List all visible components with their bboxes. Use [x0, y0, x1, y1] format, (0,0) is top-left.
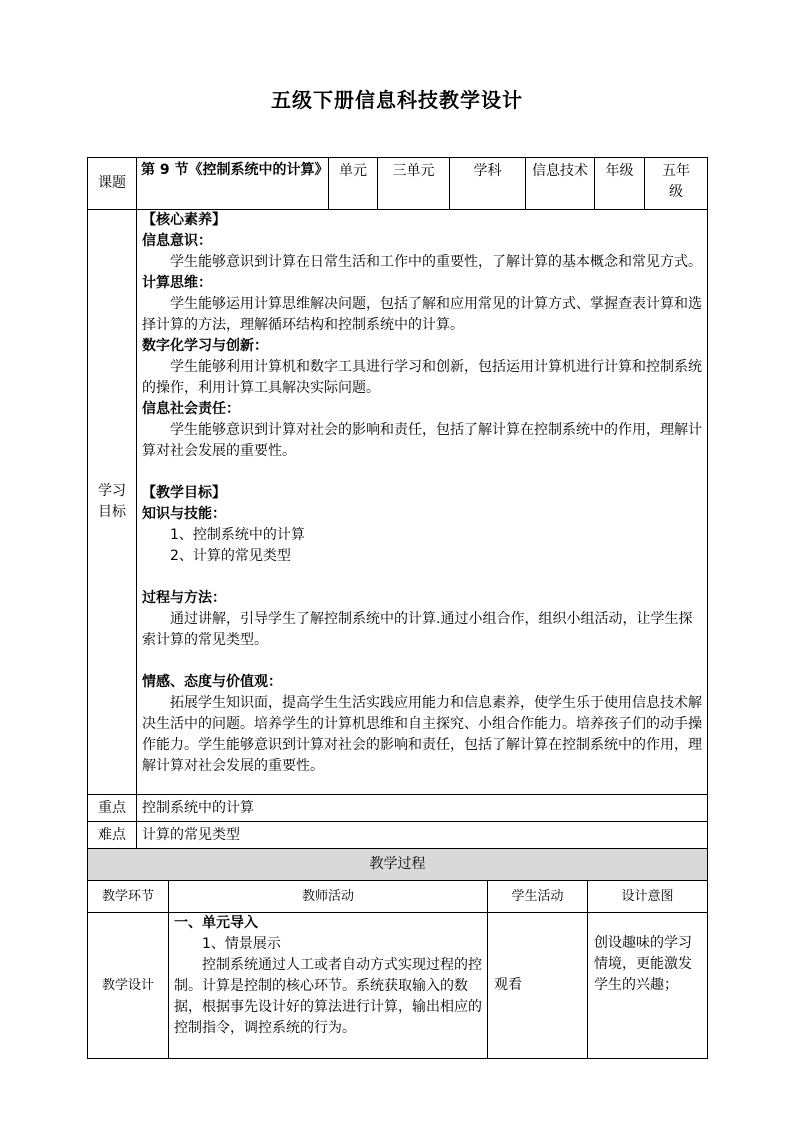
- core-title-thinking: 计算思维：: [142, 275, 212, 291]
- subject-value: 信息技术: [526, 158, 595, 210]
- emotion-text: 拓展学生知识面，提高学生生活实践应用能力和信息素养，使学生乐于使用信息技术解决生活中的问题。培养学生的计算机思维和自主探究、小组合作能力。培养孩子们的动手操作能力。学生能够意识到计算对社会的影响和责任，包括了解计算在控制系统中的作用，理解计算对社会发展的重要性。: [142, 695, 702, 774]
- difficulty-value: 计算的常见类型: [137, 822, 708, 849]
- emotion-title: 情感、态度与价值观：: [142, 674, 282, 690]
- stage-cell: 教学设计: [88, 913, 169, 1059]
- lesson-plan-table: [87, 157, 708, 849]
- student-activity-cell: 观看: [488, 913, 588, 1059]
- column-header: 教师活动: [169, 881, 488, 913]
- column-header: 学生活动: [488, 881, 588, 913]
- grade-label: 年级: [595, 158, 645, 210]
- unit-label: 单元: [329, 158, 378, 210]
- goals-heading: 【教学目标】: [142, 485, 226, 501]
- lesson-value: 第 9 节《控制系统中的计算》: [137, 158, 329, 210]
- core-text-thinking: 学生能够运用计算思维解决问题，包括了解和应用常见的计算方式、掌握查表计算和选择计算的方法，理解循环结构和控制系统中的计算。: [142, 296, 702, 333]
- grade-value: 五年级: [645, 158, 708, 210]
- core-text-info: 学生能够意识到计算在日常生活和工作中的重要性，了解计算的基本概念和常见方式。: [170, 254, 702, 270]
- core-title-digital: 数字化学习与创新：: [142, 338, 268, 354]
- lesson-label: 课题: [88, 158, 137, 210]
- knowledge-item: 1、控制系统中的计算: [170, 527, 305, 543]
- key-point-value: 控制系统中的计算: [137, 795, 708, 822]
- difficulty-label: 难点: [88, 822, 137, 849]
- core-title-social: 信息社会责任：: [142, 401, 240, 417]
- core-text-digital: 学生能够利用计算机和数字工具进行学习和创新，包括运用计算机进行计算和控制系统的操作，利用计算工具解决实际问题。: [142, 359, 702, 396]
- teaching-process-table: [87, 848, 708, 1059]
- column-header: 教学环节: [88, 881, 169, 913]
- key-point-label: 重点: [88, 795, 137, 822]
- process-method-title: 过程与方法：: [142, 590, 226, 606]
- unit-value: 三单元: [378, 158, 450, 210]
- subject-label: 学科: [450, 158, 526, 210]
- column-header: 设计意图: [588, 881, 708, 913]
- knowledge-title: 知识与技能：: [142, 506, 226, 522]
- teacher-activity-cell: [169, 913, 488, 1059]
- process-method-text: 通过讲解，引导学生了解控制系统中的计算.通过小组合作，组织小组活动，让学生探索计算的常见类型。: [142, 611, 693, 648]
- core-heading: 【核心素养】: [142, 212, 226, 228]
- process-title: 教学过程: [88, 849, 708, 881]
- teacher-text: 控制系统通过人工或者自动方式实现过程的控制。计算是控制的核心环节。系统获取输入的数据，根据事先设计好的算法进行计算，输出相应的控制指令，调控系统的行为。: [174, 957, 482, 1036]
- knowledge-item: 2、计算的常见类型: [170, 548, 291, 564]
- core-text-social: 学生能够意识到计算对社会的影响和责任，包括了解计算在控制系统中的作用，理解计算对社会发展的重要性。: [142, 422, 702, 459]
- section-title: 一、单元导入: [174, 915, 258, 931]
- core-title-info: 信息意识：: [142, 233, 212, 249]
- objectives-label: 学习目标: [88, 210, 137, 795]
- page-title: 五级下册信息科技教学设计: [271, 88, 523, 112]
- sub-title: 1、情景展示: [202, 936, 281, 952]
- design-intent-cell: 创设趣味的学习情境，更能激发学生的兴趣；: [588, 913, 708, 1059]
- objectives-content: [137, 210, 708, 795]
